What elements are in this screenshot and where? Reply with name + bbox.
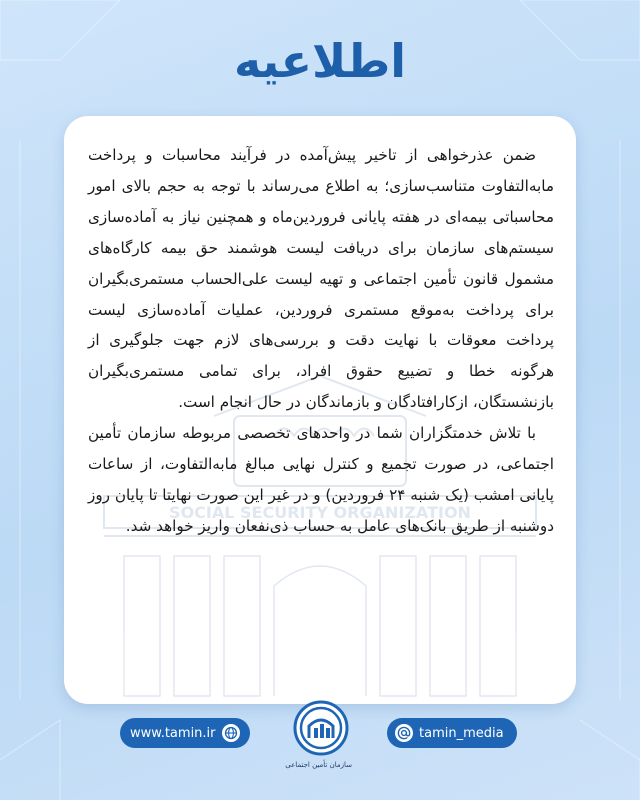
tamin-logo-icon [293, 700, 349, 756]
website-pill[interactable] [120, 718, 250, 748]
announcement-paragraph-2: با تلاش خدمتگزاران شما در واحدهای تخصصی مربوطه سازمان تأمین اجتماعی، در صورت تجمیع و کنترل نهایی مبالغ مابه‌التفاوت، از ساعات پایانی امشب (یک شنبه ۲۴ فروردین) و در غیر این صورت نهایتا تا پایان روز دوشنبه از طریق بانک‌های عامل به حساب ذی‌نفعان واریز خواهد شد. [88, 424, 554, 535]
globe-icon [222, 724, 240, 742]
watermark-text: SOCIAL SECURITY ORGANIZATION [169, 503, 471, 522]
page-title: اطلاعیه [233, 34, 407, 88]
tamin-logo [285, 700, 352, 780]
logo-caption: سازمان تأمین اجتماعی [285, 761, 352, 769]
announcement-card [64, 116, 576, 704]
announcement-body [88, 140, 554, 542]
social-pill[interactable] [387, 718, 517, 748]
social-handle-text[interactable]: tamin_media [419, 725, 504, 741]
announcement-paragraph-1: ضمن عذرخواهی از تاخیر پیش‌آمده در فرآیند محاسبات و پرداخت مابه‌التفاوت متناسب‌سازی؛ به اطلاع می‌رساند با توجه به حجم بالای امور محاسباتی بیمه‌ای در هفته پایانی فروردین‌ماه و همچنین نیاز به آماده‌سازی سیستم‌های سازمان برای دریافت لیست هوشمند حق بیمه کارگاه‌های مشمول قانون تأمین اجتماعی و تهیه لیست علی‌الحساب مستمری‌بگیران برای پرداخت به‌موقع مستمری فروردین، عملیات آماده‌سازی لیست پرداخت معوقات با نهایت دقت و بررسی‌های لازم جهت جلوگیری از هرگونه خطا و تضییع حقوق افراد، برای تمامی مستمری‌بگیران بازنشستگان، ازکارافتادگان و بازماندگان در حال انجام است. [88, 146, 554, 412]
at-sign-icon [395, 724, 413, 742]
website-text[interactable]: www.tamin.ir [130, 725, 216, 741]
